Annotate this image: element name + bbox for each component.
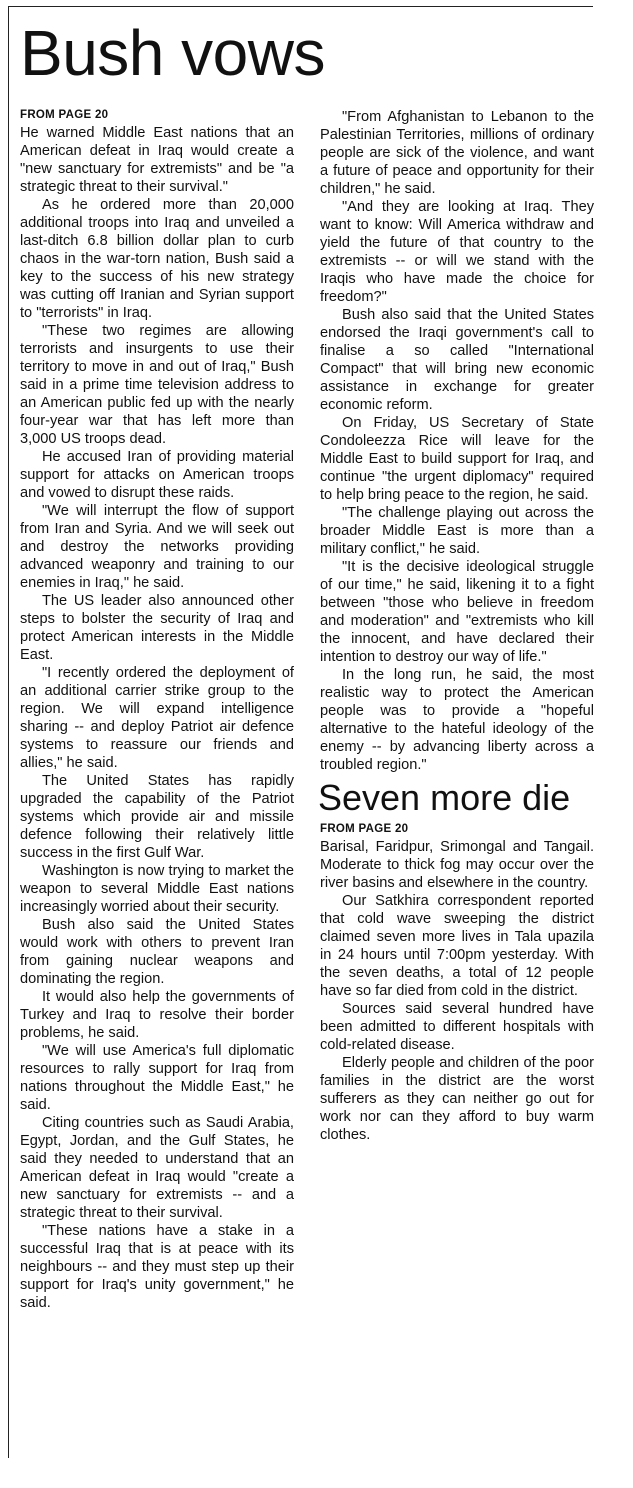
article-paragraph: On Friday, US Secretary of State Condoleezza Rice will leave for the Middle East to build support for Iraq, and continue "the urgent diplomacy" required to help bring peace to the region, he said. <box>320 415 594 503</box>
left-column-rule <box>8 6 9 1458</box>
top-rule <box>8 6 593 7</box>
article-paragraph: "These two regimes are allowing terrorists and insurgents to use their territory to move in and out of Iraq," Bush said in a prime time television address to an American public fed up with the nearly four-year war that has left more than 3,000 US troops dead. <box>20 323 294 447</box>
headline-seven-more-die: Seven more die <box>318 777 571 818</box>
article-paragraph: Elderly people and children of the poor families in the district are the worst sufferers as they can neither go out for work nor can they afford to buy warm clothes. <box>320 1055 594 1143</box>
article-column-left <box>20 108 294 1312</box>
article-paragraph: "From Afghanistan to Lebanon to the Palestinian Territories, millions of ordinary people are sick of the violence, and want a future of peace and opportunity for their children," he said. <box>320 109 594 197</box>
article-paragraph: "The challenge playing out across the broader Middle East is more than a military conflict," he said. <box>320 505 594 557</box>
article-paragraph: Barisal, Faridpur, Srimongal and Tangail. Moderate to thick fog may occur over the river basins and elsewhere in the country. <box>320 839 594 891</box>
from-page-kicker: FROM PAGE 20 <box>320 823 409 835</box>
article-paragraph: "And they are looking at Iraq. They want to know: Will America withdraw and yield the future of that country to the extremists -- or will we stand with the Iraqis who have made the choice for freedom?" <box>320 199 594 305</box>
article-paragraph: The US leader also announced other steps to bolster the security of Iraq and protect American interests in the Middle East. <box>20 593 294 663</box>
article-paragraph: Citing countries such as Saudi Arabia, Egypt, Jordan, and the Gulf States, he said they needed to understand that an American defeat in Iraq would "create a new sanctuary for extremists -- and a strategic threat to their survival. <box>20 1115 294 1221</box>
article-paragraph: As he ordered more than 20,000 additional troops into Iraq and unveiled a last-ditch 6.8 billion dollar plan to curb chaos in the war-torn nation, Bush said a key to the success of his new strategy was cutting off Iranian and Syrian support to "terrorists" in Iraq. <box>20 197 294 321</box>
article-paragraph: In the long run, he said, the most realistic way to protect the American people was to provide a "hopeful alternative to the hateful ideology of the enemy -- by advancing liberty across a troubled region." <box>320 667 594 773</box>
article-paragraph: "We will use America's full diplomatic resources to rally support for Iraq from nations throughout the Middle East," he said. <box>20 1043 294 1113</box>
article-paragraph: "It is the decisive ideological struggle of our time," he said, likening it to a fight between "those who believe in freedom and moderation" and "extremists who kill the innocent, and have declared their intention to destroy our way of life." <box>320 559 594 665</box>
from-page-kicker: FROM PAGE 20 <box>20 109 109 121</box>
article-paragraph: "I recently ordered the deployment of an additional carrier strike group to the region. We will expand intelligence sharing -- and deploy Patriot air defence systems to reassure our friends and allies," he said. <box>20 665 294 771</box>
article-column-right <box>320 108 594 1144</box>
article-paragraph: "We will interrupt the flow of support from Iran and Syria. And we will seek out and destroy the networks providing advanced weaponry and training to our enemies in Iraq," he said. <box>20 503 294 591</box>
article-paragraph: Washington is now trying to market the weapon to several Middle East nations increasingly worried about their security. <box>20 863 294 915</box>
article-paragraph: Bush also said the United States would work with others to prevent Iran from gaining nuclear weapons and dominating the region. <box>20 917 294 987</box>
article-paragraph: It would also help the governments of Turkey and Iraq to resolve their border problems, he said. <box>20 989 294 1041</box>
article-paragraph: He accused Iran of providing material support for attacks on American troops and vowed to disrupt these raids. <box>20 449 294 501</box>
article-paragraph: Our Satkhira correspondent reported that cold wave sweeping the district claimed seven more lives in Tala upazila in 24 hours until 7:00pm yesterday. With the seven deaths, a total of 12 people have so far died from cold in the district. <box>320 893 594 999</box>
headline-bush-vows: Bush vows <box>20 17 325 89</box>
article-paragraph: "These nations have a stake in a successful Iraq that is at peace with its neighbours -- and they must step up their support for Iraq's unity government," he said. <box>20 1223 294 1311</box>
article-paragraph: The United States has rapidly upgraded the capability of the Patriot systems which provide air and missile defence following their relatively little success in the first Gulf War. <box>20 773 294 861</box>
article-paragraph: He warned Middle East nations that an American defeat in Iraq would create a "new sanctuary for extremists" and be "a strategic threat to their survival." <box>20 125 294 195</box>
article-paragraph: Bush also said that the United States endorsed the Iraqi government's call to finalise a so called "International Compact" that will bring new economic assistance in exchange for greater economic reform. <box>320 307 594 413</box>
article-paragraph: Sources said several hundred have been admitted to different hospitals with cold-related disease. <box>320 1001 594 1053</box>
